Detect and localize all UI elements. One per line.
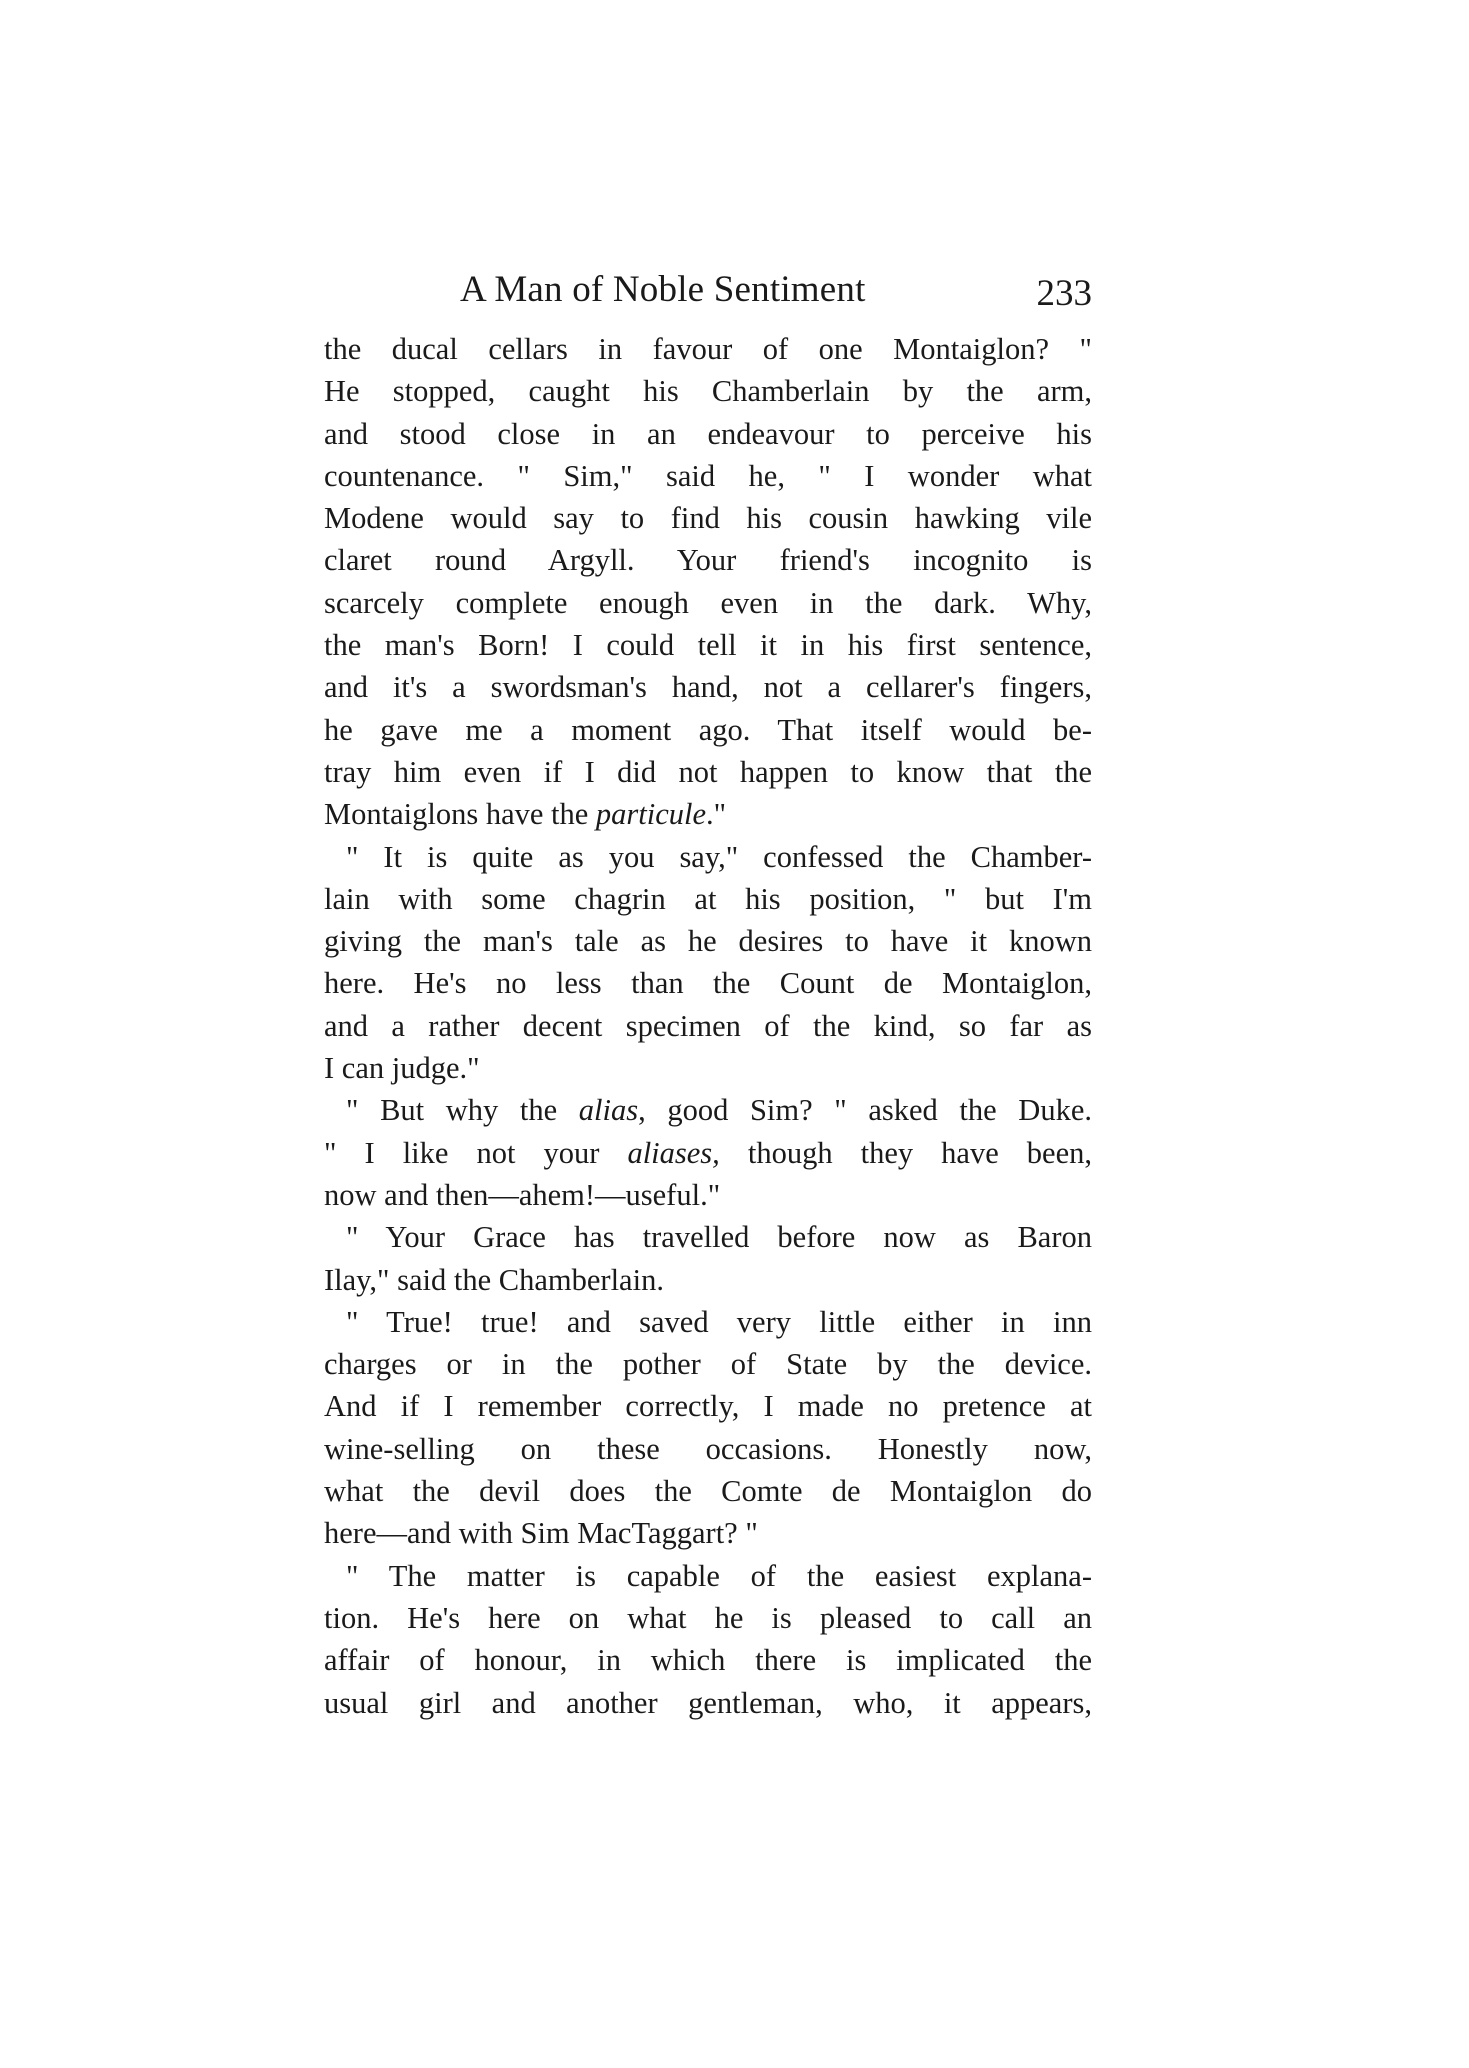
italic-word: aliases,	[627, 1135, 720, 1170]
text-line: and it's a swordsman's hand, not a cellarer's fingers,	[324, 670, 1092, 705]
text-line: countenance. " Sim," said he, " I wonder what	[324, 458, 1092, 493]
text-line: claret round Argyll. Your friend's incognito is	[324, 543, 1092, 578]
page-number: 233	[1036, 273, 1092, 314]
text-line: the man's Born! I could tell it in his first sentence,	[324, 628, 1092, 663]
text-line: and stood close in an endeavour to perceive his	[324, 416, 1092, 451]
line-text: ."	[706, 797, 727, 832]
line-text: " I like not your	[324, 1135, 628, 1170]
text-line: now and then—ahem!—useful."	[324, 1177, 721, 1212]
text-line: wine-selling on these occasions. Honestly now,	[324, 1431, 1092, 1466]
text-line: tray him even if I did not happen to know that the	[324, 754, 1092, 789]
text-line: lain with some chagrin at his position, " but I'm	[324, 881, 1092, 916]
text-line: Modene would say to find his cousin hawking vile	[324, 501, 1092, 536]
text-line: and a rather decent specimen of the kind, so far as	[324, 1008, 1092, 1043]
text-line: usual girl and another gentleman, who, it appears,	[324, 1685, 1092, 1720]
text-line: giving the man's tale as he desires to have it known	[324, 924, 1092, 959]
text-line: " Your Grace has travelled before now as Baron	[346, 1220, 1092, 1255]
line-text: " But why the	[346, 1093, 579, 1128]
text-line: I can judge."	[324, 1051, 480, 1086]
text-line: " The matter is capable of the easiest explana-	[346, 1558, 1092, 1593]
body-text	[324, 328, 1092, 1724]
text-line: And if I remember correctly, I made no pretence at	[324, 1389, 1092, 1424]
text-line: here. He's no less than the Count de Montaiglon,	[324, 966, 1092, 1001]
running-title: A Man of Noble Sentiment	[460, 269, 866, 310]
text-line: He stopped, caught his Chamberlain by the arm,	[324, 374, 1092, 409]
text-line: charges or in the pother of State by the device.	[324, 1347, 1092, 1382]
text-line	[324, 1089, 1092, 1131]
text-line: scarcely complete enough even in the dark. Why,	[324, 585, 1092, 620]
text-line	[324, 793, 1092, 835]
text-line	[324, 1132, 1092, 1174]
text-line: what the devil does the Comte de Montaiglon do	[324, 1474, 1092, 1509]
italic-word: alias	[578, 1093, 639, 1128]
italic-word: particule	[595, 797, 707, 832]
text-line: tion. He's here on what he is pleased to call an	[324, 1600, 1092, 1635]
text-line: the ducal cellars in favour of one Montaiglon? "	[324, 332, 1092, 366]
text-line: here—and with Sim MacTaggart? "	[324, 1516, 758, 1551]
text-line: he gave me a moment ago. That itself would be-	[324, 712, 1092, 747]
running-head	[460, 262, 1100, 318]
line-text: , good Sim? " asked the Duke.	[638, 1093, 1092, 1128]
text-line: Ilay," said the Chamberlain.	[324, 1262, 664, 1297]
text-line: " True! true! and saved very little either in inn	[346, 1304, 1092, 1339]
line-text: Montaiglons have the	[324, 797, 596, 832]
line-text: though they have been,	[719, 1135, 1092, 1170]
text-line: " It is quite as you say," confessed the Chamber-	[346, 839, 1092, 874]
text-line: affair of honour, in which there is implicated the	[324, 1643, 1092, 1678]
